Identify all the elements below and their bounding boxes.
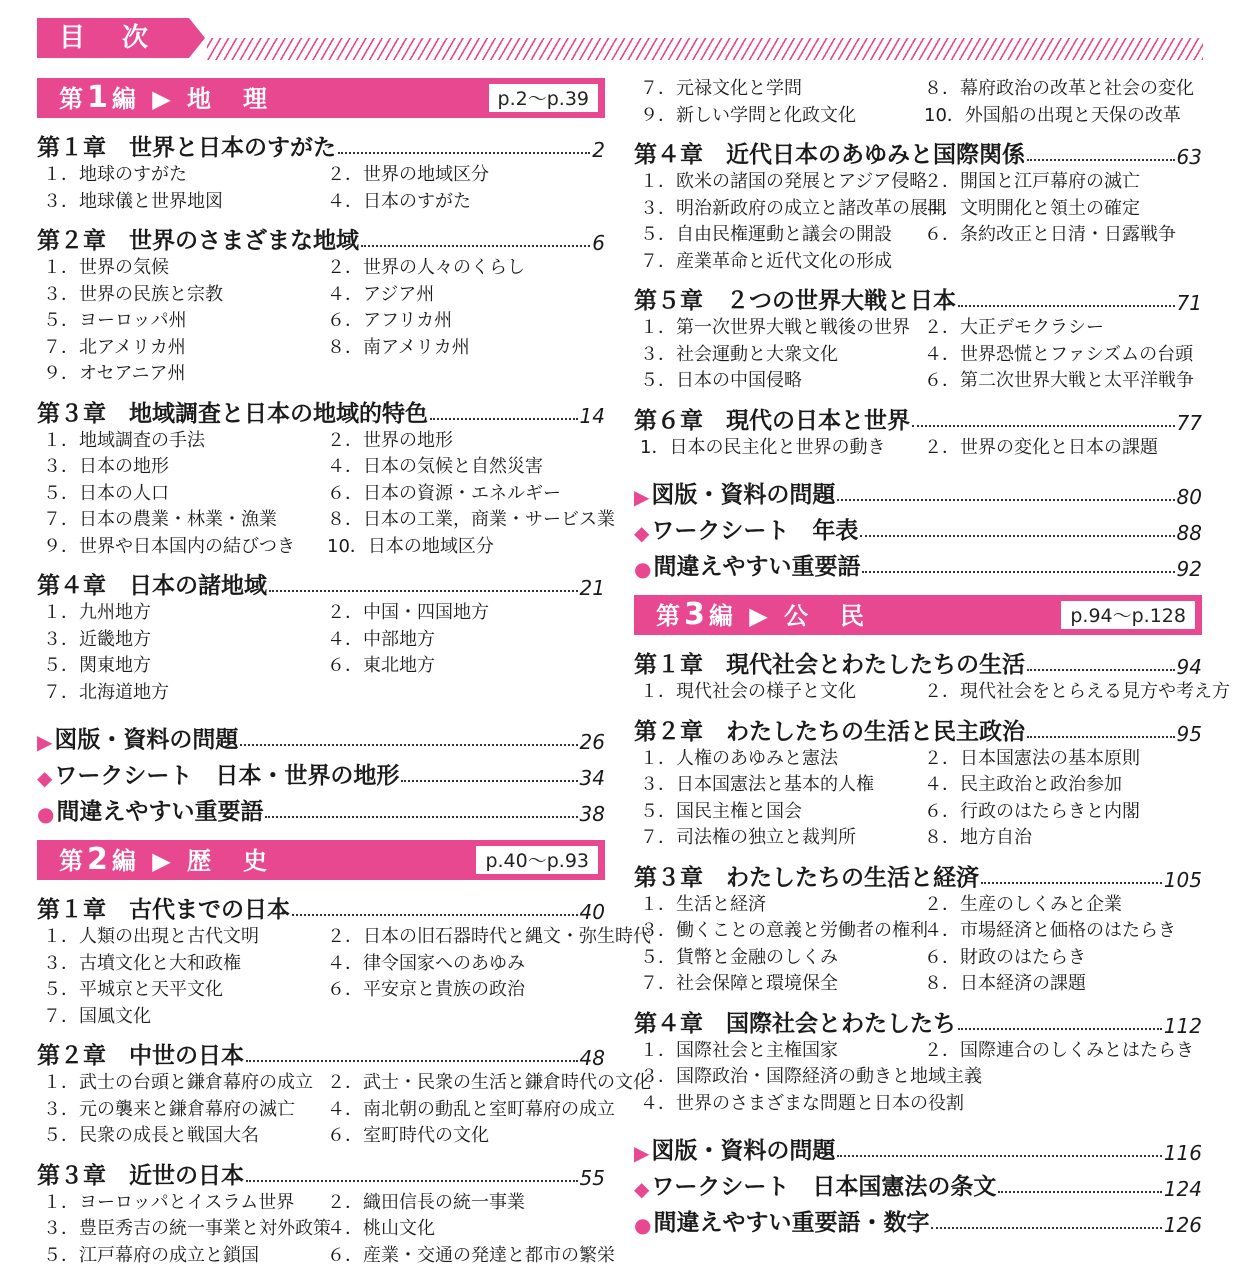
section-item: ３．豊臣秀吉の統一事業と対外政策 (43, 1218, 331, 1239)
dot-leader (860, 535, 1174, 537)
section-list (634, 1038, 1202, 1118)
chapter-title: 第４章 近代日本のあゆみと国際関係 (634, 142, 1025, 168)
extra-title: 間違えやすい重要語・数字 (653, 1210, 930, 1236)
section-item: ２．世界の変化と日本の課題 (924, 436, 1158, 458)
section-item: ７．北海道地方 (43, 681, 169, 703)
section-list (634, 169, 1202, 275)
chapter-title: 第２章 世界のさまざまな地域 (37, 228, 359, 254)
extra-page-number: 116 (1163, 1141, 1202, 1165)
dot-leader (931, 1227, 1161, 1229)
part-label-prefix: 第 (656, 602, 684, 630)
dot-leader (361, 245, 590, 247)
part-title (59, 840, 271, 881)
part-header (37, 78, 605, 118)
chapter (634, 645, 1230, 706)
chapter (37, 128, 605, 215)
part-label-prefix: 第 (59, 85, 87, 113)
chapter (634, 135, 1202, 275)
section-item: ５．日本の人口 (43, 482, 169, 504)
extra-title: 図版・資料の問題 (54, 727, 239, 753)
section-item: １．生活と経済 (640, 893, 766, 915)
section-item: ４．市場経済と価格のはたらき (924, 920, 1176, 941)
section-item: １．世界の気候 (43, 257, 169, 278)
section-list (37, 428, 615, 561)
extra-page-number: 80 (1176, 485, 1202, 509)
section-item: 10．外国船の出現と天保の改革 (924, 104, 1181, 126)
section-item: ２．日本国憲法の基本原則 (924, 747, 1140, 769)
dot-leader (246, 1060, 578, 1062)
section-item: ４．世界のさまざまな問題と日本の役割 (640, 1092, 964, 1114)
part-name: 公 民 (784, 602, 869, 630)
chapter-entry[interactable] (37, 890, 605, 924)
section-list (634, 679, 1230, 706)
chapter-entry[interactable] (37, 221, 605, 255)
triangle-icon: ▶ (37, 730, 53, 754)
section-item: １．国際社会と主権国家 (640, 1039, 838, 1061)
chapter-entry[interactable] (37, 394, 605, 428)
chapter-page-number: 105 (1163, 867, 1202, 892)
chapter-page-number: 63 (1176, 145, 1202, 169)
section-item: ７．社会保障と環境保全 (640, 973, 838, 994)
section-item: ８．南アメリカ州 (327, 336, 470, 358)
chapter-title: 第１章 世界と日本のすがた (37, 135, 336, 161)
section-item (918, 1091, 1202, 1118)
dot-leader (430, 418, 578, 420)
section-item: ４．日本のすがた (327, 190, 471, 212)
section-list (37, 255, 605, 388)
section-item: ８．幕府政治の改革と社会の変化 (924, 78, 1194, 99)
section-item: ７．国風文化 (43, 1005, 151, 1027)
dot-leader (1027, 669, 1175, 671)
extra-entry[interactable] (634, 1165, 1202, 1201)
chapter-title: 第３章 地域調査と日本の地域的特色 (37, 400, 428, 427)
section-item: １．九州地方 (43, 602, 151, 623)
dot-leader (240, 744, 577, 746)
chapter (634, 858, 1202, 998)
section-item: ５．民衆の成長と戦国大名 (43, 1125, 259, 1146)
section-item: １．人類の出現と古代文明 (43, 926, 259, 947)
part-number: 2 (87, 842, 112, 877)
chapter-page-number: 71 (1176, 291, 1202, 315)
section-item: ６．条約改正と日清・日露戦争 (924, 224, 1176, 245)
chapter-page-number: 55 (579, 1165, 605, 1190)
chapter-title: 第１章 古代までの日本 (37, 897, 290, 923)
section-item: ２．世界の地形 (327, 429, 453, 451)
section-item: ３．元の襲来と鎌倉幕府の滅亡 (43, 1098, 295, 1120)
circle-icon: ● (634, 557, 652, 581)
section-item: ７．司法権の独立と裁判所 (640, 827, 856, 848)
chapter-page-number: 48 (579, 1046, 605, 1070)
section-list (634, 435, 1202, 462)
chapter-page-number: 77 (1176, 410, 1202, 435)
part-number: 1 (87, 80, 112, 115)
hatch-rule (207, 38, 1203, 60)
section-item: ９．オセアニア州 (43, 363, 186, 384)
extra-page-number: 34 (579, 766, 605, 790)
extra-entry[interactable] (37, 754, 605, 790)
section-item: ４．中部地方 (327, 628, 435, 650)
section-item: ７．元禄文化と学問 (640, 78, 802, 99)
section-list (634, 746, 1202, 852)
section-item: ６．室町時代の文化 (327, 1125, 489, 1146)
chapter-page-number: 14 (579, 403, 605, 428)
section-item: ５．自由民権運動と議会の開設 (640, 224, 892, 245)
left-column (37, 78, 651, 1275)
chapter-page-number: 95 (1176, 721, 1202, 746)
chapter-title: 第５章 ２つの世界大戦と日本 (634, 288, 956, 314)
section-item: ３．日本の地形 (43, 456, 169, 477)
extra-entry[interactable] (634, 545, 1202, 581)
section-item: ３．日本国憲法と基本的人権 (640, 774, 874, 795)
section-item: ２．大正デモクラシー (924, 317, 1104, 338)
chapter-title: 第４章 国際社会とわたしたち (634, 1010, 956, 1037)
section-item: ２．織田信長の統一事業 (327, 1191, 525, 1213)
chapter (37, 1156, 615, 1270)
diamond-icon: ◆ (37, 766, 53, 790)
part-number: 3 (684, 597, 709, 632)
extra-title: 間違えやすい重要語 (653, 554, 861, 580)
page-header (37, 18, 1203, 58)
chapter (37, 1036, 651, 1150)
extra-page-number: 124 (1163, 1177, 1202, 1201)
section-item: ４．桃山文化 (327, 1218, 435, 1239)
section-item: 1．日本の民主化と世界の動き (640, 436, 886, 458)
chapter (634, 1004, 1202, 1118)
section-list (37, 1070, 651, 1150)
circle-icon: ● (634, 1213, 652, 1237)
section-item: ６．財政のはたらき (924, 946, 1086, 968)
section-item: ２．武士・民衆の生活と鎌倉時代の文化 (327, 1072, 651, 1093)
dot-leader (837, 499, 1174, 501)
chapter (37, 221, 605, 388)
section-item: ２．日本の旧石器時代と縄文・弥生時代 (327, 926, 651, 947)
extra-page-number: 88 (1176, 521, 1202, 545)
diamond-icon: ◆ (634, 521, 650, 545)
section-item: ３．社会運動と大衆文化 (640, 343, 838, 365)
tab-notch (189, 18, 205, 58)
chapter-page-number: 6 (592, 231, 605, 255)
extra-title: ワークシート 日本国憲法の条文 (651, 1174, 997, 1200)
chapter (37, 394, 615, 561)
dot-leader (958, 305, 1175, 307)
extra-title: 図版・資料の問題 (651, 482, 836, 508)
part-page-range: p.40〜p.93 (475, 845, 599, 875)
section-item: １．武士の台頭と鎌倉幕府の成立 (43, 1072, 313, 1093)
section-item: 10．日本の地域区分 (327, 535, 494, 557)
section-item: ２．中国・四国地方 (327, 602, 489, 623)
section-item: ３．地球儀と世界地図 (43, 190, 223, 212)
section-item: ４．民主政治と政治参加 (924, 774, 1122, 795)
chapter-title: 第２章 中世の日本 (37, 1043, 244, 1069)
extra-entry[interactable] (634, 1201, 1202, 1237)
part-title (59, 78, 271, 119)
section-item: ５．関東地方 (43, 655, 151, 676)
spacer (634, 581, 1202, 595)
chapter-title: 第６章 現代の日本と世界 (634, 407, 910, 434)
chapter-entry[interactable] (37, 128, 605, 162)
section-item: ７．産業革命と近代文化の形成 (640, 250, 892, 272)
dot-leader (269, 590, 578, 592)
chapter-entry[interactable] (37, 1036, 605, 1070)
chapter-entry[interactable] (634, 281, 1202, 315)
dot-leader (265, 816, 577, 818)
section-item: １．現代社会の様子と文化 (640, 681, 856, 702)
dot-leader (958, 1028, 1162, 1030)
dot-leader (292, 914, 578, 916)
dot-leader (1027, 159, 1175, 161)
section-item: ４．律令国家へのあゆみ (327, 952, 525, 974)
section-item: ３．働くことの意義と労働者の権利 (640, 920, 928, 941)
chapter-entry[interactable] (37, 1156, 605, 1190)
section-item: ３．明治新政府の成立と諸改革の展開 (640, 197, 946, 219)
spacer (37, 826, 605, 840)
extra-title: ワークシート 日本・世界の地形 (54, 763, 400, 789)
chapter-entry[interactable] (634, 858, 1202, 892)
dot-leader (981, 882, 1162, 884)
section-item: ５．平城京と天平文化 (43, 979, 223, 1000)
chapter (37, 566, 605, 706)
extra-page-number: 26 (579, 730, 605, 754)
section-item: ３．近畿地方 (43, 628, 151, 650)
part-label-prefix: 第 (59, 847, 87, 875)
part-name: 地 理 (187, 85, 272, 113)
chapter-page-number: 2 (592, 138, 605, 162)
section-list (634, 892, 1202, 998)
section-item: ８．日本経済の課題 (924, 973, 1086, 994)
chapter-entry[interactable] (634, 135, 1202, 169)
chapter-page-number: 112 (1163, 1013, 1202, 1038)
section-list (37, 924, 651, 1030)
chapter-page-number: 21 (579, 576, 605, 600)
section-item: ３．古墳文化と大和政権 (43, 952, 241, 974)
section-item: １．人権のあゆみと憲法 (640, 747, 838, 769)
section-item: １．欧米の諸国の発展とアジア侵略 (640, 171, 928, 192)
part-arrow-icon: ▶ (139, 847, 188, 875)
part-arrow-icon: ▶ (139, 85, 188, 113)
chapter-title: 第１章 現代社会とわたしたちの生活 (634, 652, 1025, 678)
chapter-title: 第４章 日本の諸地域 (37, 573, 267, 599)
section-item: ４．文明開化と領土の確定 (924, 197, 1140, 219)
extra-entry[interactable] (37, 718, 605, 754)
section-item: ２．現代社会をとらえる見方や考え方 (924, 681, 1230, 702)
section-item: １．地域調査の手法 (43, 429, 205, 451)
part-header (634, 595, 1202, 635)
section-list (634, 76, 1202, 129)
chapter (634, 712, 1202, 852)
section-item: ５．国民主権と国会 (640, 800, 802, 822)
part-name: 歴 史 (187, 847, 272, 875)
section-item: ４．世界恐慌とファシズムの台頭 (924, 343, 1194, 365)
chapter-title: 第３章 わたしたちの生活と経済 (634, 864, 979, 891)
dot-leader (912, 425, 1175, 427)
dot-leader (401, 780, 577, 782)
circle-icon: ● (37, 802, 55, 826)
section-item: ６．行政のはたらきと内閣 (924, 800, 1140, 822)
part-arrow-icon: ▶ (736, 602, 785, 630)
diamond-icon: ◆ (634, 1177, 650, 1201)
dot-leader (998, 1191, 1161, 1193)
section-item: １．ヨーロッパとイスラム世界 (43, 1191, 295, 1213)
section-item: ５．ヨーロッパ州 (43, 310, 187, 331)
section-item: ２．開国と江戸幕府の滅亡 (924, 171, 1140, 192)
right-column (634, 76, 1230, 1237)
triangle-icon: ▶ (634, 1141, 650, 1165)
dot-leader (1027, 736, 1175, 738)
part-page-range: p.94〜p.128 (1060, 600, 1196, 630)
extra-entry[interactable] (37, 790, 605, 826)
section-item: ７．北アメリカ州 (43, 336, 186, 358)
dot-leader (246, 1180, 578, 1182)
section-item: ６．東北地方 (327, 655, 435, 676)
chapter-title: 第３章 近世の日本 (37, 1162, 244, 1189)
extra-entry[interactable] (634, 509, 1202, 545)
part-header (37, 840, 605, 880)
section-item: ４．アジア州 (327, 283, 435, 305)
section-item: ９．世界や日本国内の結びつき (43, 535, 295, 557)
extra-entry[interactable] (634, 1129, 1202, 1165)
section-item: ７．日本の農業・林業・漁業 (43, 509, 277, 530)
chapter-entry[interactable] (634, 1004, 1202, 1038)
chapter (37, 890, 651, 1030)
section-item: ２．世界の地域区分 (327, 164, 489, 185)
part-label-suffix: 編 (111, 85, 140, 113)
section-list (37, 600, 605, 706)
section-item: ４．南北朝の動乱と室町幕府の成立 (327, 1098, 615, 1120)
dot-leader (837, 1155, 1161, 1157)
chapter (634, 401, 1202, 462)
section-item (918, 1064, 1202, 1091)
part-page-range: p.2〜p.39 (488, 83, 599, 113)
section-list (37, 1190, 615, 1270)
chapter-entry[interactable] (634, 401, 1202, 435)
section-item: ６．第二次世界大戦と太平洋戦争 (924, 370, 1194, 391)
chapter-entry[interactable] (634, 645, 1202, 679)
section-list (634, 315, 1202, 395)
triangle-icon: ▶ (634, 485, 650, 509)
chapter (634, 281, 1202, 395)
dot-leader (338, 152, 590, 154)
part-label-suffix: 編 (111, 847, 140, 875)
dot-leader (862, 571, 1174, 573)
section-item: ５．江戸幕府の成立と鎖国 (43, 1244, 259, 1266)
section-item: ４．日本の気候と自然災害 (327, 456, 543, 477)
toc-title: 目 次 (37, 18, 189, 58)
chapter-title: 第２章 わたしたちの生活と民主政治 (634, 718, 1025, 745)
extra-page-number: 92 (1176, 557, 1202, 581)
section-item: ５．日本の中国侵略 (640, 370, 802, 391)
extra-entry[interactable] (634, 473, 1202, 509)
section-item: ６．アフリカ州 (327, 310, 453, 331)
section-item: １．地球のすがた (43, 164, 187, 185)
extra-title: 図版・資料の問題 (651, 1138, 836, 1164)
section-item: ６．日本の資源・エネルギー (327, 482, 561, 504)
section-item: ３．世界の民族と宗教 (43, 283, 223, 305)
section-item: １．第一次世界大戦と戦後の世界 (640, 317, 910, 338)
section-item: ９．新しい学問と化政文化 (640, 104, 856, 126)
extra-title: 間違えやすい重要語 (56, 799, 264, 825)
section-item: ６．平安京と貴族の政治 (327, 979, 525, 1000)
section-item: ３．国際政治・国際経済の動きと地域主義 (640, 1066, 982, 1087)
section-item: ５．貨幣と金融のしくみ (640, 946, 838, 968)
chapter-entry[interactable] (37, 566, 605, 600)
section-item: ８．日本の工業，商業・サービス業 (327, 509, 615, 530)
part-label-suffix: 編 (708, 602, 737, 630)
part-title (656, 595, 868, 636)
extra-title: ワークシート 年表 (651, 518, 859, 544)
section-item: ６．産業・交通の発達と都市の繁栄 (327, 1244, 615, 1266)
section-item: ２．国際連合のしくみとはたらき (924, 1039, 1194, 1061)
section-item: ８．地方自治 (924, 827, 1032, 848)
chapter-entry[interactable] (634, 712, 1202, 746)
section-item: ２．世界の人々のくらし (327, 257, 525, 278)
chapter-page-number: 94 (1176, 655, 1202, 679)
extra-page-number: 126 (1163, 1213, 1202, 1237)
chapter-page-number: 40 (579, 900, 605, 924)
section-list (37, 162, 605, 215)
section-item: ２．生産のしくみと企業 (924, 893, 1122, 915)
extra-page-number: 38 (579, 802, 605, 826)
